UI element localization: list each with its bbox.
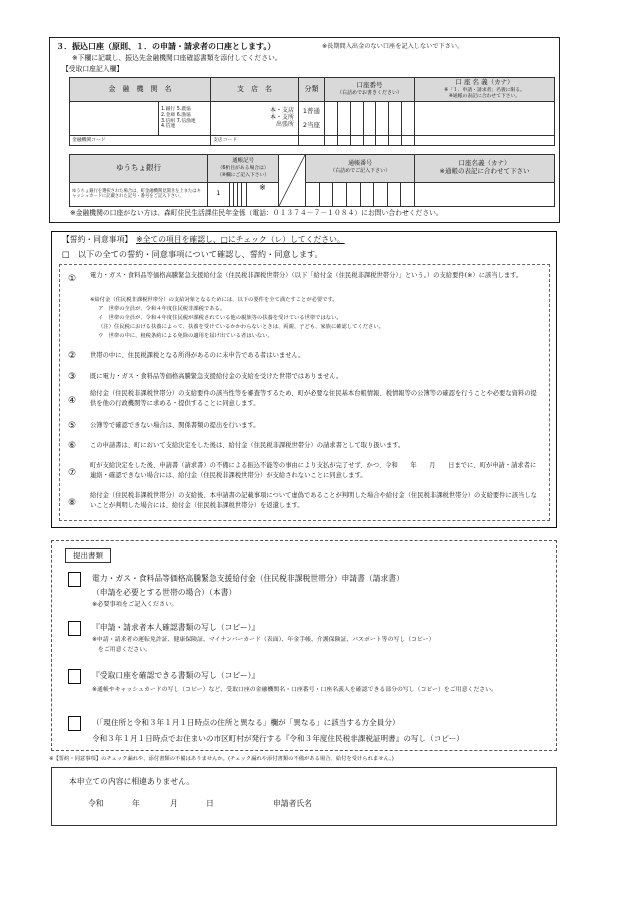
yucho-number-digit-2[interactable] [319, 182, 333, 206]
docs-section: 提出書類 電力・ガス・食料品等価格高騰緊急支援給付金（住民税非課税世帯分）申請書（請求書） （申請を必要とする世帯の場合）（本書） ※必要事項をご記入ください。 『申請・請求者本人確認書類の写し（コピー）』 ※申請・請求者の運転免許証、健康保険証、マイナンバーカード（表面）、年金手帳、介護保険証、パスポート等の写し（コピー） をご用意ください。 『受取口座を確認できる書類の写し（コピー）』 ※通帳やキャッシュカードの写し（コピー）など、受取口座の金融機関名・口座番号・口座名義人を確認できる部分の写し（コピー）をご用意ください。 （「現住所と令和３年１月１日時点の住所と異なる」欄が「異なる」に該当する方全員分） 令和３年１月１日時点でお住まいの市区町村が発行する『令和３年度住民税非課税証明書』の写し（コピー） [51, 540, 557, 751]
holder-name-cell[interactable] [415, 102, 555, 136]
doc-checkbox-2[interactable] [68, 621, 81, 636]
confirm-section [51, 767, 557, 826]
docs-title: 提出書類 [65, 548, 111, 563]
yucho-holder-cell[interactable] [415, 182, 555, 206]
yucho-symbol-digit-6[interactable]: ※ [246, 182, 279, 206]
applicant-name-label: 申請者氏名 [273, 799, 312, 808]
bank-heading-note: ※長期間入出金のない口座を記入しないで下さい。 [322, 43, 464, 50]
confirm-month: 月 [170, 799, 178, 808]
yucho-number-digit-7[interactable] [387, 182, 401, 206]
branch-name-cell[interactable]: 本・支店 本・支所 出張所 [211, 102, 299, 136]
account-digit-6[interactable] [389, 102, 402, 136]
confirm-text: 本申立ての内容に相違ありません。 [69, 777, 195, 786]
yucho-symbol-header: 通帳記号 （6桁目がある場合は） （※欄にご記入下さい） [208, 155, 279, 183]
account-digit-2[interactable] [337, 102, 350, 136]
yucho-title: ゆうちょ銀行 [70, 155, 208, 183]
requirement-notes: ※給付金（住民税非課税世帯分）の支給対象となるためには、以下の要件を全て満たすことが必要です。 ア 世帯の全員が、令和４年度住民税非課税である。 イ 世帯の全員が、令和４年度住民税が課税されている他の親族等の扶養を受けている世帯ではない。 （注）住民税における扶養によって、扶養を受けているかかわらないときは、両親、子ども、家族に確認してください。 ウ 世帯の中に、租税条約による免除の適用を届け出ている者はいない。 [90, 297, 384, 339]
yucho-number-digit-5[interactable] [360, 182, 374, 206]
pledge-items-box: ① 電力・ガス・食料品等価格高騰緊急支援給付金（住民税非課税世帯分）（以下「給付金（住民税非課税世帯分）」という。）の支給要件(※）に該当します。 ※給付金（住民税非課税世帯分）の支給対象となるためには、以下の要件を全て満たすことが必要です。 ア 世帯の全員が、令和４年度住民税非課税である。 イ 世帯の全員が、令和４年度住民税が課税されている他の親族等の扶養を受けている世帯ではない。 （注）住民税における扶養によって、扶養を受けているかかわらないときは、両親、子ども、家族に確認してください。 ウ 世帯の中に、租税条約による免除の適用を届け出ている者はいない。 ② 世帯の中に、住民税課税となる所得があるのに未申告である者はいません。 ③ 既に電力・ガス・食料品等価格高騰緊急支援給付金の支給を受けた世帯ではありません。 ④ 給付金（住民税非課税世帯分）の支給要件の該当性等を審査等するため、町が必要な住民基本台帳情報、税情報等の公簿等の確認を行うことや必要な資料の提供を他の行政機関等に求める・提供することに同意します。 ⑤ 公簿等で確認できない場合は、関係書類の提出を行います。 ⑥ この申請書は、町において支給決定をした後は、給付金（住民税非課税世帯分）の請求書として取り扱います。 ⑦ 町が支給決定をした後、申請書（請求書）の不備による振込不能等の事由により支払が完了せず、かつ、令和 年 月 日までに、町が申請・請求者に連絡・確認できない場合には、給付金（住民税非課税世帯分）が支給されないことに同意します。 ⑧ 給付金（住民税非課税世帯分）の支給後、本申請書の記載事項について虚偽であることが判明した場合や給付金（住民税非課税世帯分）の支給要件に該当しないことが判明した場合には、給付金（住民税非課税世帯分）を返還します。 [59, 264, 550, 521]
yucho-holder-header: 口座名義（カナ） ※通帳の表記に合わせて下さい [415, 155, 555, 183]
pledge-header: 【誓約・同意事項】 ※全ての項目を確認し、□にチェック（レ）してください。 [62, 235, 345, 244]
institution-type-cell[interactable]: 1.銀行 5.農協 2.金庫 6.漁協 3.信組 7.信漁連 4.信連 [159, 102, 211, 136]
col-account: 口座番号 （右詰めでお書きください） [325, 78, 415, 102]
account-digit-5[interactable] [376, 102, 389, 136]
pledge-section [51, 231, 557, 528]
pledge-header-note: ※全ての項目を確認し、□にチェック（レ）してください。 [136, 235, 345, 244]
yucho-diagonal-cell [279, 155, 306, 207]
yucho-number-digit-6[interactable] [374, 182, 388, 206]
account-digit-7[interactable] [402, 102, 415, 136]
bank-account-table [69, 77, 555, 146]
doc-checkbox-1[interactable] [68, 572, 81, 587]
yucho-number-digit-4[interactable] [347, 182, 361, 206]
confirm-reiwa: 令和 [88, 799, 104, 808]
col-institution: 金 融 機 関 名 [70, 78, 211, 102]
pledge-check-line[interactable]: □ 以下の全ての誓約・同意事項について確認し、誓約・同意します。 [62, 249, 323, 259]
yucho-note: ゆうちょ銀行を選択された場合は、町金融機関見開き左上またはキャッシュカードに記載された記号・番号をご記入下さい。 [70, 182, 208, 206]
account-digit-4[interactable] [363, 102, 376, 136]
confirm-day: 日 [206, 799, 214, 808]
doc-checkbox-4[interactable] [68, 716, 81, 731]
bank-heading: ３．振込口座（原則、１．の申請・請求者の口座とします。） [56, 42, 276, 51]
doc-checkbox-3[interactable] [68, 669, 81, 684]
yucho-number-digit-3[interactable] [333, 182, 347, 206]
institution-name-cell[interactable] [70, 102, 159, 136]
col-holder: 口 座 名 義（カナ） ※「１．申請・請求者」名義に限る。 ※通帳の表記に合わせて下さい。 [415, 78, 555, 102]
docs-footnote: ※【誓約・同意事項】のチェック漏れや、添付書類の不備はありませんか。(チェック漏れや添付書類の不備がある場合、給付を受けられません。) [49, 756, 394, 762]
col-type: 分類 [299, 78, 325, 102]
yucho-number-header: 通帳番号 （右詰めでご記入下さい） [306, 155, 415, 183]
bank-attach-note: ※下欄に記載し、振込先金融機関口座確認書類を添付してください。 [72, 54, 282, 62]
applicant-name-field[interactable] [322, 796, 542, 812]
account-digit-1[interactable] [325, 102, 338, 136]
yucho-symbol-digit-1[interactable]: 1 [208, 182, 230, 206]
no-account-note: ※金融機関の口座がない方は、森町住民生活課住民年金係（電話：０１３７４－７－１０８４）にお問い合わせください。 [70, 209, 443, 217]
yucho-table [69, 154, 555, 207]
confirm-year: 年 [132, 799, 140, 808]
branch-code-cell[interactable]: 支店コード [211, 136, 299, 146]
yucho-number-digit-8[interactable] [401, 182, 415, 206]
col-branch: 支 店 名 [211, 78, 299, 102]
bank-section-label: 【受取口座記入欄】 [62, 65, 124, 73]
account-type-cell[interactable]: 1普通 2当座 [299, 102, 325, 136]
institution-code-cell[interactable]: 金融機関コード [70, 136, 211, 146]
account-digit-3[interactable] [350, 102, 363, 136]
yucho-number-digit-1[interactable] [306, 182, 320, 206]
